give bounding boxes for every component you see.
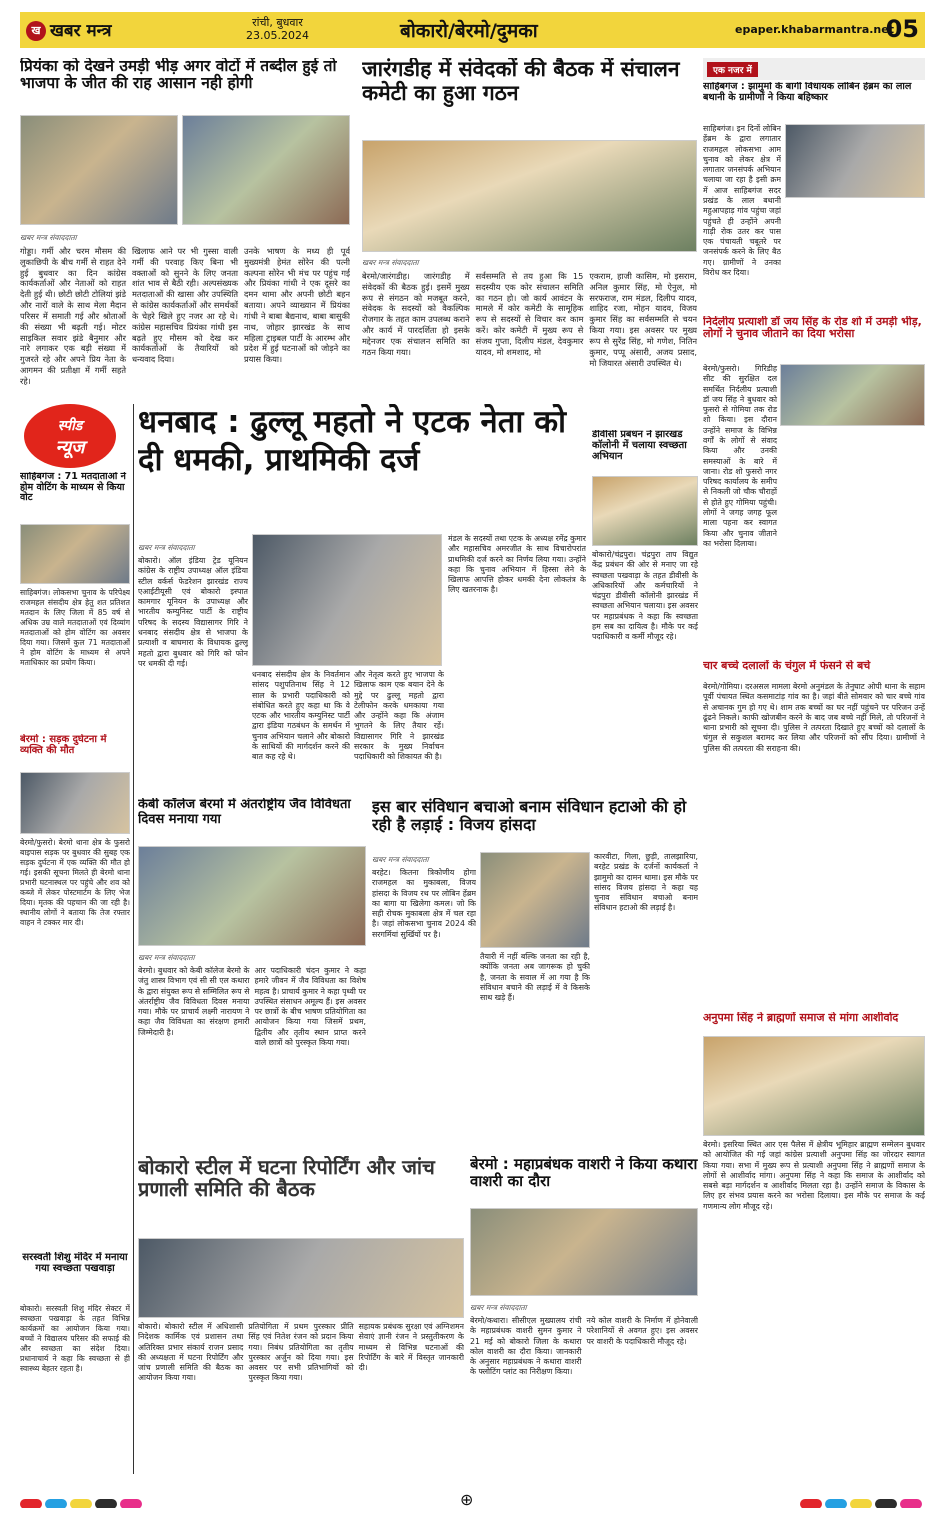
constitution-col2: तैयारी में नहीं बल्कि जनता का रही है, क्योंकि जनता अब जागरूक हो चुकी है, जनता के सवाल में आ गया है कि संविधान बचाने की लड़ाई में वे किसके साथ खड़े हैं। — [480, 952, 590, 1003]
color-swatch — [45, 1499, 67, 1508]
page-header — [20, 12, 925, 48]
speed-item2-photo — [20, 772, 130, 834]
sidebar-c-head-box — [703, 660, 925, 682]
constitution-headline-box — [372, 798, 698, 848]
sidebar-d-body-box — [703, 1140, 925, 1475]
lead-col3: और नेतृत्व करते हुए भाजपा के खिलाफ काम एक बयान देने के मुद्दे पर ढुल्लू महतो द्वारा टेलीफोन करके धमकाया गया और उन्होंने कहा कि अंजाम भुगतने के लिए तैयार रहें। विद्यासागर गिरि ने झारखंड सरकार के मुख्य निर्वाचन पदाधिकारी को शिकायत की है। — [354, 670, 444, 762]
sidebar-c-body: बेरमो/गोमिया। दरअसल मामला बेरमो अनुमंडल के तेनुघाट ओपी थाना के सहाम पूर्वी पंचायत स्थित कसमाटांड़ गांव का है। जहां बीते सोमवार को चार बच्चे गांव से अचानक गुम हो गए थे। शाम तक बच्चों का घर नहीं पहुंचने पर परिजन उन्हें ढूंढने निकले। काफी खोजबीन करने के बाद जब बच्चे नहीं मिले, तो परिजनों ने थाना प्रभारी को सूचना दी। पुलिस ने तत्परता दिखाते हुए बच्चों को दलालों के चंगुल से सकुशल बरामद कर लिया और परिजनों को सौंप दिया। ग्रामीणों ने पुलिस की तत्परता की सराहना की। — [703, 682, 925, 753]
bsl-photo — [138, 1238, 464, 1318]
sidebar-b-head-box — [703, 316, 925, 362]
sidebar-c-body-box — [703, 682, 925, 1007]
lead-headline-box — [138, 404, 588, 524]
story1-photo-right — [182, 115, 350, 225]
constitution-headline: इस बार संविधान बचाओ बनाम संविधान हटाओ की हो रही है लड़ाई : विजय हांसदा — [372, 798, 687, 834]
speed-item2-body: बेरमो/फुसरो। बेरमो थाना क्षेत्र के फुसरो बाइपास सड़क पर बुधवार की सुबह एक सड़क दुर्घटना में एक व्यक्ति की मौत हो गई। इसकी सूचना मिलते ही बेरमो थाना प्रभारी घटनास्थल पर पहुंचे और शव को कब्जे में लेकर पोस्टमार्टम के लिए भेज दिया। मृतक की पहचान की जा रही है। स्थानीय लोगों ने बताया कि तेज रफ्तार वाहन ने टक्कर मार दी। — [20, 838, 130, 928]
constitution-col1: बरहेट। कितना त्रिकोणीय होगा राजमहल का मुकाबला, विजय हांसदा के विजय रथ पर लोबिन हेंब्रम का बागा या खिलेगा कमल। जो कि सही रोचक मुकाबला क्षेत्र में चल रहा है। जहां लोकसभा चुनाव 2024 की सरगर्मियां सुर्खियों पर है। — [372, 868, 476, 939]
vashri-photo — [470, 1208, 698, 1296]
story2-col2: सर्वसम्मति से तय हुआ कि 15 सदस्यीय एक कोर संचालन समिति का गठन हो। जो कार्य आवंटन के मामले में कोर कमेटी के सामूहिक रूप से सदस्यों से विचार कर काम करें। कोर कमेटी में मुख्य रूप से संजय गुप्ता, दिलीप मंडल, देवकुमार यादव, मो शमशाद, मो — [475, 271, 584, 357]
story2-col1: बेरमो/जारंगडीह। जारंगडीह में संवेदकों की बैठक हुई। इसमें मुख्य रूप से संगठन को मजबूत करने, संवेदक के सदस्यों को वैकल्पिक रोजगार के तहत काम उपलब्ध कराने और कार्य में पारदर्शिता हो इसके मद्देनजर एक संचालन समिति का गठन किया गया। — [362, 271, 470, 357]
sidebar-tag-bar — [703, 58, 925, 80]
speed-item1-head-box — [20, 472, 130, 522]
lead-col3-box — [354, 670, 444, 792]
lead-col1: बोकारो। ऑल इंडिया ट्रेड यूनियन कांग्रेस के राष्ट्रीय उपाध्यक्ष ऑल इंडिया स्टील वर्कर्स फेडरेशन झारखंड राज्य एआईटीयूसी एवं बोकारो इस्पात कामगार यूनियन के उपाध्यक्ष और भारतीय कम्युनिस्ट पार्टी के राष्ट्रीय परिषद के सदस्य विद्यासागर गिरि ने धनबाद संसदीय क्षेत्र से भाजपा के प्रत्याशी व बाघमारा के विधायक ढुल्लू महतो द्वारा बुधवार को गिरि को फोन पर धमकी दी गई। — [138, 556, 248, 668]
constitution-photo — [480, 852, 590, 948]
kb-photo — [138, 846, 366, 946]
vashri-body — [470, 1300, 698, 1472]
bsl-headline: बोकारो स्टील में घटना रिपोर्टिंग और जांच प्रणाली समिति की बैठक — [138, 1156, 435, 1202]
constitution-col3: कारवीटा, गिला, छुड़ी, तालझारिया, बरहेट प्रखंड के दर्जनों कार्यकर्ता ने झामुमो का दामन थामा। इस मौके पर सांसद विजय हांसदा ने कहा यह चुनाव संविधान बचाओ बनाम संविधान हटाओ की लड़ाई है। — [594, 852, 698, 913]
sidebar-d-photo — [703, 1036, 925, 1136]
kb-col2: आर पदाधिकारी चंदन कुमार ने कहा हमारे जीवन में जैव विविधता का विशेष महत्व है। प्राचार्य कुमार ने कहा पृथ्वी पर उपस्थित संसाधन अमूल्य हैं। इस अवसर पर छात्रों के बीच भाषण प्रतियोगिता का आयोजन किया गया जिसमें प्रथम, द्वितीय और तृतीय स्थान प्राप्त करने वाले छात्रों को पुरस्कृत किया गया। — [254, 966, 366, 1047]
bsl-col2: प्रतियोगिता में प्रथम पुरस्कार प्रीति सिंह एवं नितेश रंजन को प्रदान किया गया। निबंध प्रतियोगिता का तृतीय पुरस्कार अर्जुन को दिया गया। इस अवसर पर सभी प्रतिभागियों को पुरस्कृत किया गया। — [248, 1322, 354, 1383]
kb-byline: खबर मन्त्र संवाददाता — [138, 953, 195, 962]
speed-news-logo-line2: न्यूज — [55, 437, 85, 458]
lead-headline: धनबाद : ढुल्लू महतो ने एटक नेता को दी धमकी, प्राथमिकी दर्ज — [138, 404, 567, 478]
lead-col1-box — [138, 540, 248, 790]
section-title: बोकारो/बेरमो/दुमका — [400, 20, 538, 42]
story1-body — [20, 230, 350, 395]
speed-item1-body-box — [20, 588, 130, 730]
color-swatch — [120, 1499, 142, 1508]
sidebar-b-headline: निर्दलीय प्रत्याशी डॉ जय सिंह के रोड शो में उमड़ी भीड़, लोगों ने चुनाव जीताने का दिया भरोसा — [703, 316, 922, 341]
sidebar-a-head-box — [703, 82, 925, 122]
sidebar-b-body-box — [703, 364, 925, 654]
sidebar-a-headline: साहिबगंज : झामुमो के बागी विधायक लोबिन हेंब्रम का लाल बथानी के ग्रामीणों ने किया बहिष्कार — [703, 82, 912, 103]
sidebar-a-body: साहिबगंज। इन दिनों लोबिन हेंब्रम के द्वारा लगातार राजमहल लोकसभा आम चुनाव को लेकर क्षेत्र में लगातार जनसंपर्क अभियान चलाया जा रहा है इसी क्रम में आज साहिबगंज सदर प्रखंड के लाल बथानी महुआपहाड़ गांव पहुंचा जहां पहुंचते ही उन्होंने अपनी गाड़ी रोक उतर कर पास एक पंचायती चबूतरे पर जनसंपर्क करने के लिए बैठ गए। ग्रामीणों ने उनका विरोध कर दिया। — [703, 124, 781, 277]
speed-news-logo-line1: स्पीड — [57, 418, 83, 434]
constitution-col3-box — [594, 852, 698, 1144]
vashri-headline: बेरमो : महाप्रबंधक वाशरी ने किया कथारा वाशरी का दौरा — [470, 1156, 698, 1190]
dateline-city: रांची, बुधवार — [252, 16, 303, 29]
vashri-headline-box — [470, 1156, 698, 1206]
bsl-headline-box — [138, 1156, 464, 1236]
story1-headline: प्रियंका को देखने उमड़ी भीड़ अगर वोटों में तब्दील हुई तो भाजपा के जीत की राह आसान नही होगी — [20, 58, 337, 93]
story1-byline: खबर मन्त्र संवाददाता — [20, 233, 77, 242]
footer-dots-left — [20, 1494, 145, 1508]
footer-color-bar — [20, 1492, 925, 1508]
kb-body — [138, 950, 366, 1150]
dateline — [246, 16, 309, 42]
kb-col1: बेरमो। बुधवार को केबी कॉलेज बेरमो के जंतु शास्त्र विभाग एवं सी सी एल कथारा के द्वारा संयुक्त रूप से सम्मिलित रूप से अंतर्राष्ट्रीय जैव विविधता दिवस मनाया गया। मौके पर प्राचार्य लक्ष्मी नारायण ने कहा जैव विविधता का संरक्षण हमारी जिम्मेदारी है। — [138, 966, 250, 1037]
story2-headline-box — [362, 58, 697, 138]
story1-photo-left — [20, 115, 178, 225]
constitution-byline: खबर मन्त्र संवाददाता — [372, 855, 429, 864]
color-swatch — [875, 1499, 897, 1508]
speed-news-logo — [24, 404, 116, 468]
dvc-headline-box — [592, 430, 698, 474]
lead-col2: धनबाद संसदीय क्षेत्र के निवर्तमान सांसद पशुपतिनाथ सिंह ने 12 साल के प्रभारी पदाधिकारी को संबोधित करते हुए कहा था कि वे एटक और भारतीय कम्युनिस्ट पार्टी द्वारा इंडिया गठबंधन के समर्थन में चुनाव अभियान चलाने और बोकारो के साथियों की मार्गदर्शन करने की बात कह रहे थे। — [252, 670, 350, 762]
story2-headline: जारंगडीह में संवेदकों की बैठक में संचालन कमेटी का हुआ गठन — [362, 58, 680, 105]
story1-col3: उनके भाषण के मध्य ही पूर्व मुख्यमंत्री हेमंत सोरेन की पत्नी कल्पना सोरेन भी मंच पर पहुंच गई और प्रियंका गांधी ने एक दूसरे का दमन थामा और अपनी छोटी बहन बताया। अपने व्याख्यान में प्रियंका गांधी ने बाबा बैद्यनाथ, बाबा बासुकी नाथ, जोहार झारखंड के साथ महिला ट्राइबल पार्टी के आरम्भ और प्रदेश में हुई घटनाओं को जोड़ने का प्रयास किया। — [244, 246, 350, 365]
constitution-col2-box — [480, 952, 590, 1144]
constitution-col1-box — [372, 852, 476, 1144]
logo-icon: ख — [26, 21, 46, 41]
sidebar-d-headline: अनुपमा सिंह ने ब्राह्मणों समाज से मांगा आशीर्वाद — [703, 1012, 899, 1024]
masthead-name: खबर मन्त्र — [50, 21, 112, 41]
column-divider — [133, 404, 134, 1474]
lead-col2-box — [252, 670, 350, 792]
bsl-body — [138, 1322, 464, 1472]
speed-item3-body: बोकारो। सरस्वती शिशु मंदिर सेक्टर में स्वच्छता पखवाड़ा के तहत विभिन्न कार्यक्रमों का आयोजन किया गया। बच्चों ने विद्यालय परिसर की सफाई की और स्वच्छता का संदेश दिया। प्रधानाचार्य ने कहा कि स्वच्छता से ही स्वास्थ्य बेहतर रहता है। — [20, 1304, 130, 1374]
speed-item2-body-box — [20, 838, 130, 1248]
color-swatch — [850, 1499, 872, 1508]
registration-mark-icon: ⊕ — [460, 1492, 474, 1508]
speed-item3-head-box — [20, 1252, 130, 1302]
vashri-col2: नये कोल वाशरी के निर्माण में होनेवाली परेशानियों से अवगत हुए। इस अवसर पर वाशरी के पदाधिकारी मौजूद रहे। — [586, 1316, 698, 1346]
bsl-col1: बोकारो। बोकारो स्टील में अधिशासी निदेशक कार्मिक एवं प्रशासन तथा अतिरिक्त प्रभार संकार्य राजन प्रसाद की अध्यक्षता में घटना रिपोर्टिंग और जांच प्रणाली समिति की बैठक का आयोजन किया गया। — [138, 1322, 244, 1383]
speed-item3-headline: सरस्वती शिशु मंदिर में मनाया गया स्वच्छता पखवाड़ा — [22, 1252, 128, 1275]
color-swatch — [70, 1499, 92, 1508]
lead-photo — [252, 534, 442, 666]
sidebar-d-head-box — [703, 1012, 925, 1036]
story1-col2: खिलाफ आने पर भी गुस्सा वाली गर्मी की परवाह किए बिना भी वक्ताओं को सुनने के लिए जनता शांत भाव से बैठी रही। अल्पसंख्यक मतदाताओं की खासा और उपस्थिति से कांग्रेस कार्यकर्ताओं और समर्थकों के चेहरे खिले हुए नजर आ रहे थे। कांग्रेस महासचिव प्रियंका गांधी इस बढ़ते हुए मौसम को देख कर कार्यकर्ताओं के तैयारियों को धन्यवाद दिया। — [132, 246, 238, 365]
footer-dots-right — [800, 1494, 925, 1508]
masthead-logo — [26, 18, 112, 41]
speed-item1-body: साहिबगंज। लोकसभा चुनाव के परिपेक्ष्य राजमहल संसदीय क्षेत्र हेतु शत प्रतिशत मतदान के लिए जिला में 85 वर्ष से अधिक उम्र वाले मतदाताओं एवं दिव्यांग मतदाताओं को होम वोटिंग का अवसर दिया गया। जिसमें कुल 71 मतदाताओं ने होम वोटिंग के माध्यम से अपने मताधिकार का प्रयोग किया। — [20, 588, 130, 668]
kb-headline-box — [138, 798, 366, 842]
story2-col3: एकराम, हाजी कासिम, मो इसराम, अनिल कुमार सिंह, मो ऐनुल, मो सरफराज, राम मंडल, दिलीप यादव, शाहिद रजा, मोहन यादव, विजय कुमार सिंह का सर्वसम्मति से चयन किया गया। इस अवसर पर मुख्य रूप से सुरेंद्र सिंह, मो गणेश, नितिन कुमार, पप्पू अंसारी, अजय प्रसाद, मो जियारत अंसारी उपस्थित थे। — [589, 271, 697, 368]
epaper-link[interactable]: epaper.khabarmantra.net — [735, 23, 894, 36]
color-swatch — [20, 1499, 42, 1508]
sidebar-a-photo — [785, 124, 925, 198]
bsl-col3: सहायक प्रबंधक सुरक्षा एवं अग्निशमन सेवाएं ज्ञानी रंजन ने प्रस्तुतीकरण के माध्यम से विभिन्न घटनाओं की रिपोर्टिंग के बारे में विस्तृत जानकारी दी। — [358, 1322, 464, 1373]
lead-col4-box — [448, 534, 586, 792]
dvc-headline: डीवीसी प्रबंधन ने झारखंड कॉलोनी में चलाया स्वच्छता अभियान — [592, 430, 687, 462]
sidebar-tag: एक नजर में — [707, 62, 758, 77]
dvc-body-box — [592, 550, 698, 792]
sidebar-d-body: बेरमो। इसरिया स्थित आर एस पैलेस में क्षेत्रीय भूमिहार ब्राह्मण सम्मेलन बुधवार को आयोजित की गई जहां कांग्रेस प्रत्याशी अनुपमा सिंह का जोरदार स्वागत किया गया। सभा में मुख्य रूप से प्रत्याशी अनुपमा सिंह ने ब्राह्मणों समाज के लोगों से आशीर्वाद मांगा। अनुपमा सिंह ने कहा कि समाज के आशीर्वाद को सबसे बड़ा मार्गदर्शन व आशीर्वाद मिलता रहा है। उन्होंने समाज के विकास के लिए हर संभव प्रयास करने का भरोसा दिलाया। इस मौके पर समाज के कई गणमान्य लोग मौजूद रहे। — [703, 1140, 925, 1211]
sidebar-b-body: बेरमो/फुसरो। गिरिडीह सीट की सुरक्षित दल समर्थित निर्दलीय प्रत्याशी डॉ जय सिंह ने बुधवार को फुसरो से गोमिया तक रोड शो किया। इस दौरान उन्होंने समाज के विभिन्न वर्गों के लोगों से संवाद किया और उनकी समस्याओं के बारे में जाना। रोड शो फुसरो नगर परिषद कार्यालय के समीप से निकली जो चौक चौराहों से होते हुए गोमिया पहुंची। लोगों ने जगह जगह फूल माला पहना कर स्वागत किया और चुनाव जीताने का भरोसा दिलाया। — [703, 364, 777, 548]
story1-headline-box — [20, 58, 350, 110]
story2-byline: खबर मन्त्र संवाददाता — [362, 258, 419, 267]
sidebar-c-headline: चार बच्चे दलालों के चंगुल में फंसने से बचे — [703, 660, 871, 672]
vashri-col1: बेरमो/कथारा। सीसीएल मुख्यालय रांची के महाप्रबंधक वाशरी सुमन कुमार ने 21 मई को बोकारो जिला के कथारा कोल वाशरी का दौरा किया। जानकारी के अनुसार महाप्रबंधक ने कथारा वाशरी के फ्लोटिंग प्लांट का निरीक्षण किया। — [470, 1316, 582, 1377]
speed-item1-photo — [20, 524, 130, 584]
speed-item1-headline: साहिबगंज : 71 मतदाताओं ने होम वोटिंग के माध्यम से किया वोट — [20, 472, 126, 504]
color-swatch — [900, 1499, 922, 1508]
color-swatch — [800, 1499, 822, 1508]
speed-item3-body-box — [20, 1304, 130, 1474]
sidebar-a-body-left — [703, 124, 781, 312]
page-number: 05 — [885, 15, 919, 43]
vashri-byline: खबर मन्त्र संवाददाता — [470, 1303, 527, 1312]
color-swatch — [95, 1499, 117, 1508]
story2-photo — [362, 140, 697, 252]
lead-col4: मंडल के सदस्यों तथा एटक के अध्यक्ष रमेंद्र कुमार और महासचिव अमरजीत के साथ विचारोपरांत प्राथमिकी दर्ज करने का निर्णय लिया गया। उन्होंने कहा कि चुनाव अभियान में हिस्सा लेने के खिलाफ आपत्ति होकर धमकी देना लोकतंत्र के लिए खतरनाक है। — [448, 534, 586, 595]
dateline-date: 23.05.2024 — [246, 29, 309, 42]
dvc-photo — [592, 476, 698, 546]
kb-headline: केबी कॉलेज बेरमो में अंतर्राष्ट्रीय जैव विविधता दिवस मनाया गया — [138, 798, 351, 827]
speed-item2-headline: बेरमो : सड़क दुर्घटना में व्यक्ति की मौत — [20, 734, 107, 757]
color-swatch — [825, 1499, 847, 1508]
lead-byline: खबर मन्त्र संवाददाता — [138, 543, 195, 552]
story1-col1: गोड्डा। गर्मी और चरम मौसम की लुकाछिपी के बीच गर्मी से राहत देने हुई बुधवार का दिन कांग्रेस कार्यकर्ताओं और नेताओं को राहत देती हुई थी। छोटी छोटी टोलियां झंडे और नारों वाले के साथ मेला मैदान परिसर में समाती गई और श्रोताओं की संख्या भी बढ़ती गई। मोटर साइकिल सवार झंडे बैनुमार और नारे लगाकर एक बड़ी संख्या में गुजरते रहे और अपने प्रिय नेता के आगमन की प्रतीक्षा में गर्मी सहते रहे। — [20, 246, 126, 386]
dvc-body: बोकारो/चंद्रपुरा। चंद्रपुरा ताप विद्युत केंद्र प्रबंधन की ओर से मनाए जा रहे स्वच्छता पखवाड़ा के तहत डीवीसी के अधिकारियों और कर्मचारियों ने चंद्रपुरा डीवीसी कॉलोनी झारखंड में स्वच्छता अभियान चलाया। इस अवसर पर महाप्रबंधक ने कहा कि स्वच्छता हम सब का दायित्व है। मौके पर कई पदाधिकारी व कर्मी मौजूद रहे। — [592, 550, 698, 642]
speed-item2-head-box — [20, 734, 130, 770]
story2-body — [362, 255, 697, 395]
